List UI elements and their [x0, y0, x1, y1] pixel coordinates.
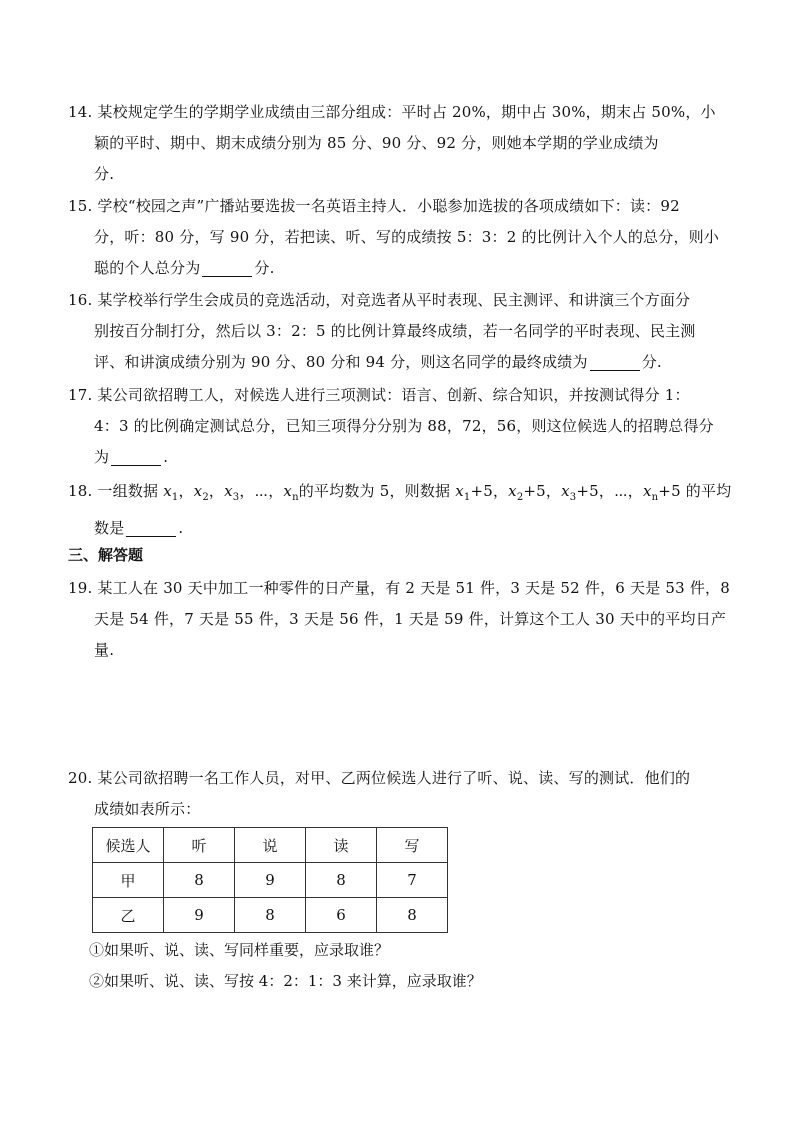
question-15	[68, 191, 738, 284]
table-header-cell: 说	[235, 828, 306, 863]
table-header-cell: 写	[377, 828, 448, 863]
question-17	[68, 380, 738, 473]
q15-answer-blank[interactable]	[202, 258, 252, 277]
table-cell: 8	[164, 863, 235, 898]
question-18	[68, 476, 738, 544]
section-heading: 三、解答题	[68, 546, 144, 564]
q18-line2: 数是 .	[94, 519, 184, 537]
q17-answer-blank[interactable]	[111, 447, 161, 466]
table-cell: 甲	[93, 863, 164, 898]
q17-line1: 17. 某公司欲招聘工人，对候选人进行三项测试：语言、创新、综合知识，并按测试得分 1：	[68, 386, 690, 404]
q20-subquestion-2: ②如果听、说、读、写按 4：2：1：3 来计算，应录取谁？	[89, 972, 482, 990]
q14-line1: 14. 某校规定学生的学期学业成绩由三部分组成：平时占 20%，期中占 30%，期末占 50%，小	[68, 103, 716, 121]
table-cell: 9	[164, 898, 235, 933]
question-20	[68, 763, 738, 825]
q16-answer-blank[interactable]	[590, 352, 640, 371]
q15-line1: 15. 学校“校园之声”广播站要选拔一名英语主持人．小聪参加选拔的各项成绩如下：读：92	[68, 197, 680, 215]
question-16	[68, 285, 738, 378]
table-header-row	[93, 828, 448, 863]
table-header-cell: 候选人	[93, 828, 164, 863]
q14-line2: 颖的平时、期中、期末成绩分别为 85 分、90 分、92 分，则她本学期的学业成绩为	[94, 134, 659, 152]
table-cell: 8	[235, 898, 306, 933]
question-19	[68, 573, 738, 666]
table-cell: 9	[235, 863, 306, 898]
q17-line2: 4：3 的比例确定测试总分，已知三项得分分别为 88，72，56，则这位候选人的招聘总得分	[94, 417, 714, 435]
table-cell: 6	[306, 898, 377, 933]
q18-answer-blank[interactable]	[126, 518, 176, 537]
q14-line3: 分.	[94, 165, 115, 183]
question-14	[68, 97, 738, 190]
score-table	[92, 827, 448, 933]
q15-line2: 分，听：80 分，写 90 分，若把读、听、写的成绩按 5：3：2 的比例计入个人的总分，则小	[94, 228, 720, 246]
q16-line2: 别按百分制打分，然后以 3：2：5 的比例计算最终成绩，若一名同学的平时表现、民主测	[94, 322, 696, 340]
table-cell: 8	[377, 898, 448, 933]
q20-line1: 20. 某公司欲招聘一名工作人员，对甲、乙两位候选人进行了听、说、读、写的测试．他们的	[68, 769, 691, 787]
q15-line3: 聪的个人总分为 分.	[94, 259, 275, 277]
table-cell: 8	[306, 863, 377, 898]
table-header-cell: 听	[164, 828, 235, 863]
q18-line1: 18. 一组数据 $x_1$，$x_2$，$x_3$，⋯，$x_n$的平均数为 5，则数据 $x_1+5$，$x_2+5$，$x_3+5$，⋯，$x_n+5$ 的平均	[68, 482, 732, 503]
q19-line2: 天是 54 件，7 天是 55 件，3 天是 56 件，1 天是 59 件，计算这个工人 30 天中的平均日产	[94, 610, 727, 628]
table-cell: 乙	[93, 898, 164, 933]
table-cell: 7	[377, 863, 448, 898]
q20-subquestion-1: ①如果听、说、读、写同样重要，应录取谁？	[89, 941, 390, 959]
table-header-cell: 读	[306, 828, 377, 863]
table-row	[93, 863, 448, 898]
q16-line1: 16. 某学校举行学生会成员的竞选活动，对竞选者从平时表现、民主测评、和讲演三个方面分	[68, 291, 691, 309]
q19-line1: 19. 某工人在 30 天中加工一种零件的日产量，有 2 天是 51 件，3 天是 52 件，6 天是 53 件，8	[68, 579, 730, 597]
q20-line2: 成绩如表所示：	[94, 800, 201, 818]
q16-line3: 评、和讲演成绩分别为 90 分、80 分和 94 分，则这名同学的最终成绩为 分.	[94, 353, 662, 371]
q17-line3: 为 .	[94, 448, 169, 466]
q19-line3: 量.	[94, 641, 115, 659]
table-row	[93, 898, 448, 933]
